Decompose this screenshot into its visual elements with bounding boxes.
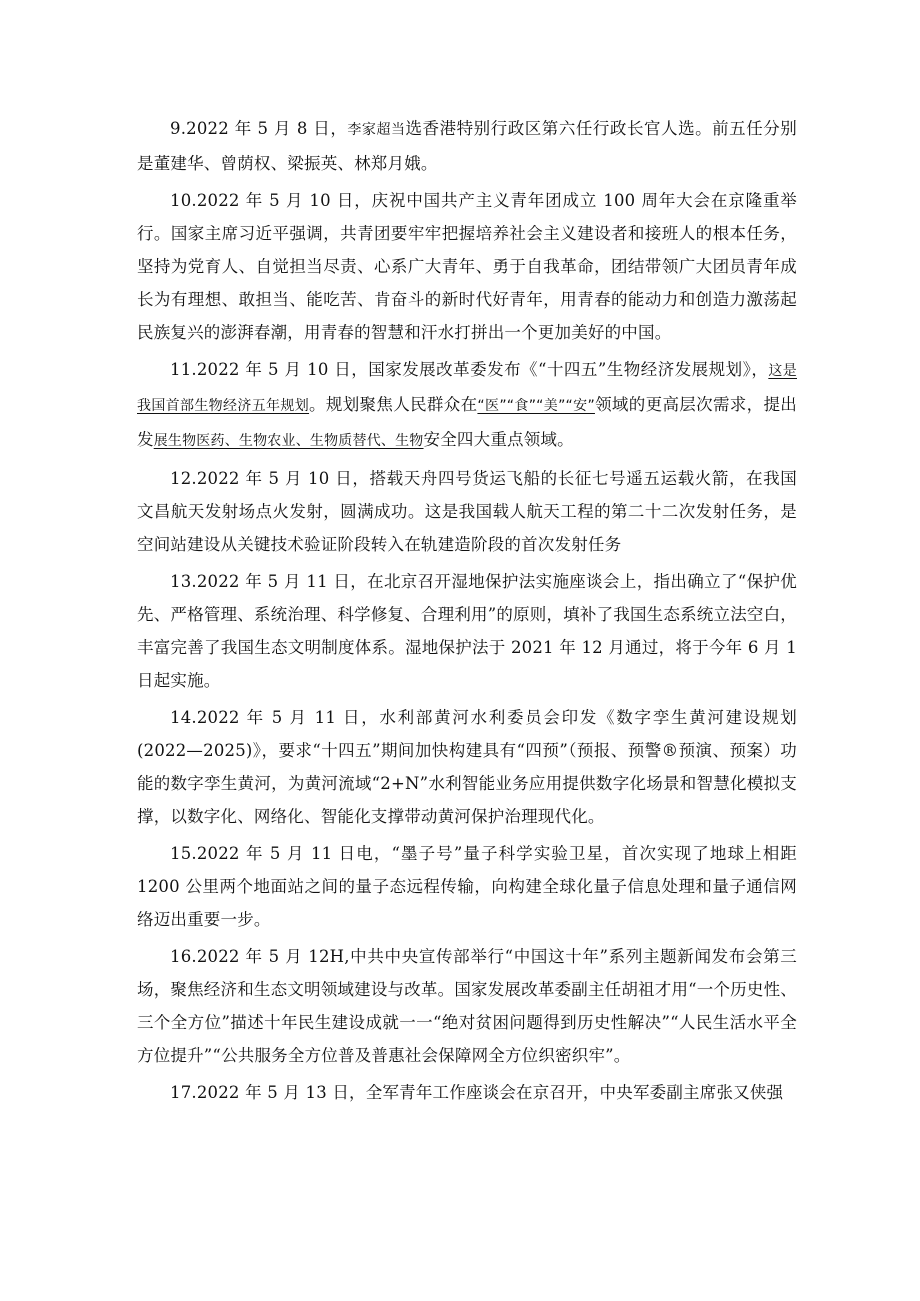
text-run: 。规划聚焦人民群众在	[309, 395, 478, 414]
paragraph-13	[137, 565, 797, 697]
document-page	[137, 112, 797, 1109]
text-run: 11.2022 年 5 月 10 日，国家发展改革委发布《“十四五”生物经济发展规划》，	[170, 360, 769, 379]
paragraph-14	[137, 701, 797, 833]
paragraph-16	[137, 940, 797, 1072]
underlined-text: “医”“食”“美”“安”	[477, 398, 595, 414]
text-run: 16.2022 年 5 月 12H,中共中央宣传部举行“中国这十年”系列主题新闻发布会第三场，聚焦经济和生态文明领域建设与改革。国家发展改革委副主任胡祖才用“一个历史性、三个全方位”描述十年民生建设成就一一“绝对贫困问题得到历史性解决”“人民生活水平全方位提升”“公共服务全方位普及普惠社会保障网全方位织密织牢”。	[137, 947, 797, 1065]
text-run: 17.2022 年 5 月 13 日，全军青年工作座谈会在京召开，中央军委副主席张又侠强	[170, 1083, 784, 1102]
text-run: 选香港特别行政区第六任行政长官人选。前五任分别是董建华、曾荫权、梁振英、林郑月娥。	[137, 119, 797, 173]
paragraph-9	[137, 112, 797, 180]
paragraph-10	[137, 184, 797, 349]
text-run: 12.2022 年 5 月 10 日，搭载天舟四号货运飞船的长征七号遥五运载火箭，在我国文昌航天发射场点火发射，圆满成功。这是我国载人航天工程的第二十二次发射任务，是空间站建设从关键技术验证阶段转入在轨建造阶段的首次发射任务	[137, 469, 797, 554]
underlined-text: 展生物医药、生物农业、生物质替代、生物	[153, 433, 424, 449]
paragraph-17	[137, 1076, 797, 1109]
underlined-text: 这是我国首部生物经济五年规划	[137, 363, 797, 414]
text-run: 15.2022 年 5 月 11 日电，“墨子号”量子科学实验卫星，首次实现了地球上相距 1200 公里两个地面站之间的量子态远程传输，向构建全球化量子信息处理和量子通信网络迈出重要一步。	[137, 844, 797, 929]
text-run: 13.2022 年 5 月 11 日，在北京召开湿地保护法实施座谈会上，指出确立了“保护优先、严格管理、系统治理、科学修复、合理利用”的原则，填补了我国生态系统立法空白，丰富完善了我国生态文明制度体系。湿地保护法于 2021 年 12 月通过，将于今年 6 月 1 日起实施。	[137, 572, 797, 690]
paragraph-12	[137, 462, 797, 561]
text-run: 14.2022 年 5 月 11 日，水利部黄河水利委员会印发《数字孪生黄河建设规划(2022—2025)》，要求“十四五”期间加快构建具有“四预”（预报、预警®预演、预案）功能的数字孪生黄河，为黄河流域“2+N”水利智能业务应用提供数字化场景和智慧化模拟支撑，以数字化、网络化、智能化支撑带动黄河保护治理现代化。	[137, 708, 797, 826]
paragraph-15	[137, 837, 797, 936]
text-run: 10.2022 年 5 月 10 日，庆祝中国共产主义青年团成立 100 周年大会在京隆重举行。国家主席习近平强调，共青团要牢牢把握培养社会主义建设者和接班人的根本任务，坚持为党育人、自觉担当尽责、心系广大青年、勇于自我革命，团结带领广大团员青年成长为有理想、敢担当、能吃苦、肯奋斗的新时代好青年，用青春的能动力和创造力激荡起民族复兴的澎湃春潮，用青春的智慧和汗水打拼出一个更加美好的中国。	[137, 191, 797, 342]
text-run: 李家超当	[347, 122, 406, 138]
text-run: 安全四大重点领域。	[423, 430, 574, 449]
text-run: 领域的更高层次需求，提出发	[137, 395, 797, 449]
paragraph-11	[137, 353, 797, 458]
text-run: 9.2022 年 5 月 8 日，	[170, 119, 348, 138]
